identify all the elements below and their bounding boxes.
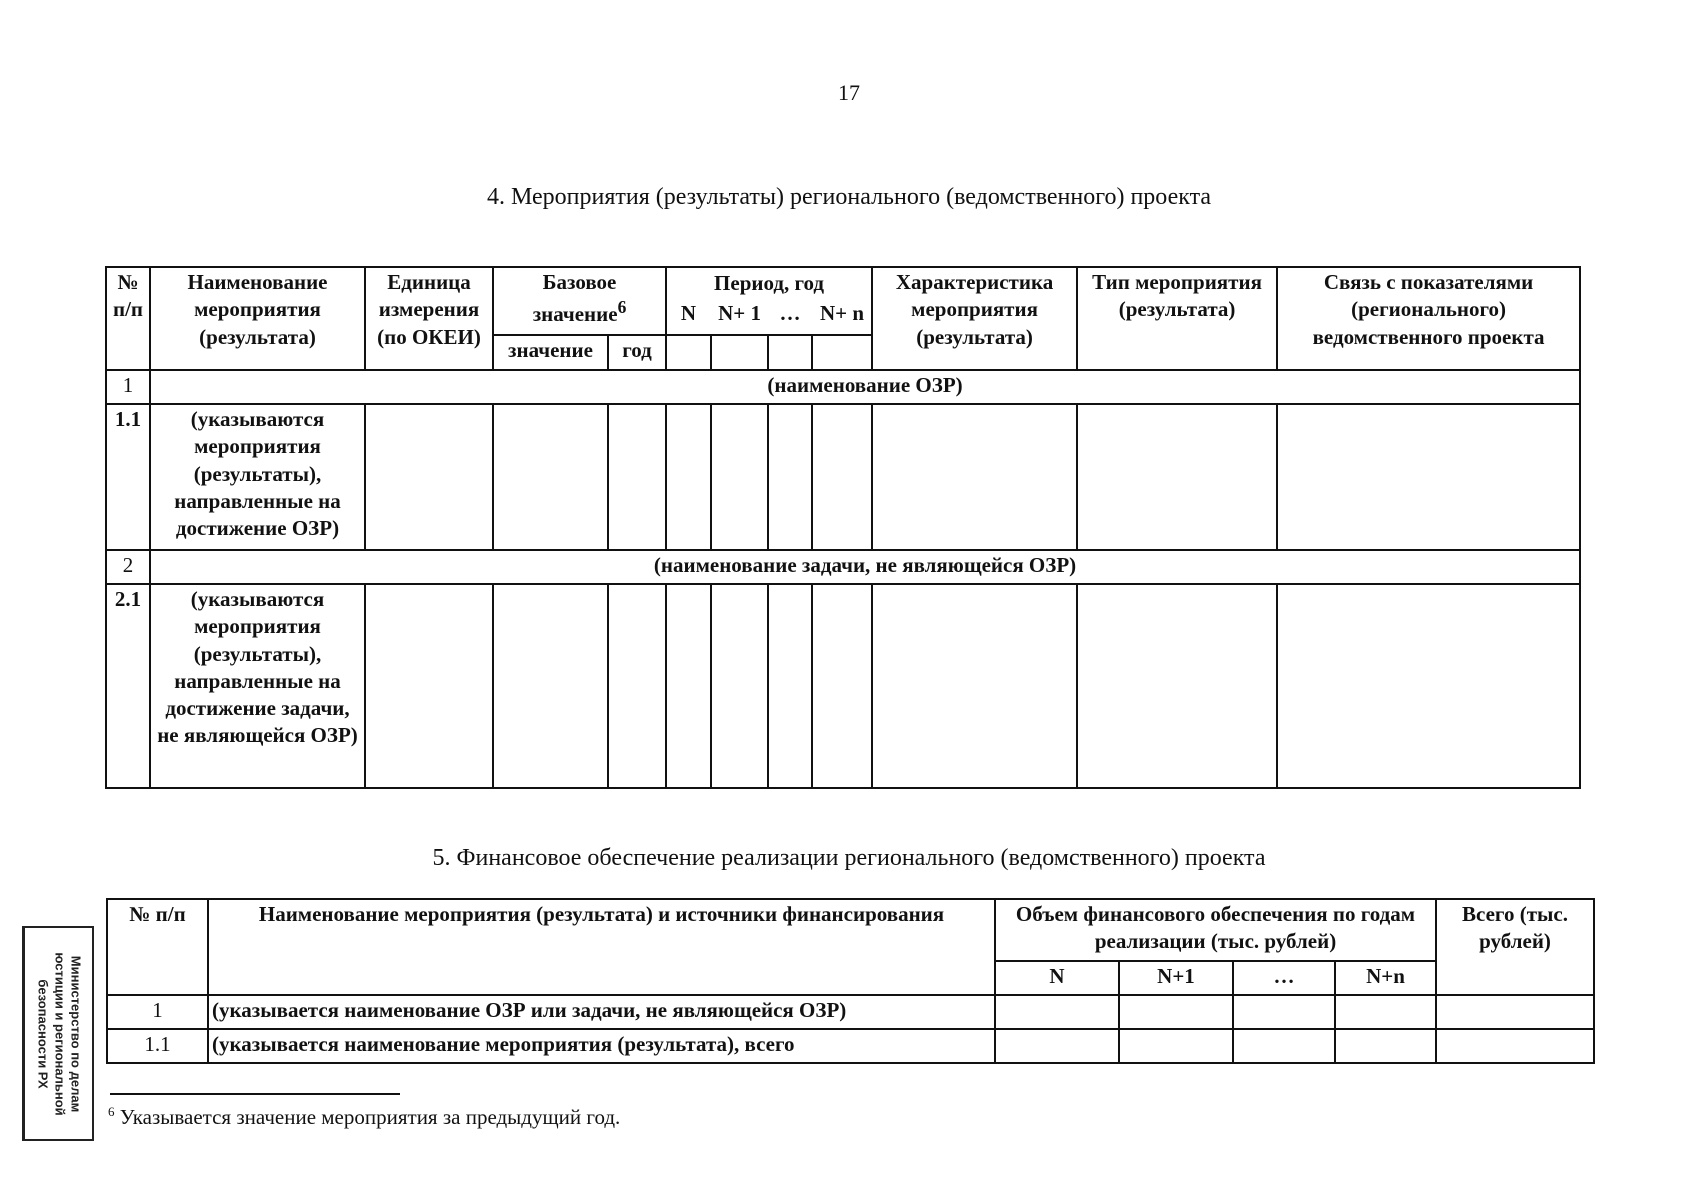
row-name: (указывается наименование мероприятия (результата), всего bbox=[208, 1029, 995, 1063]
page-number: 17 bbox=[838, 80, 860, 105]
table5-header-row bbox=[107, 899, 1594, 961]
table4-row bbox=[106, 584, 1580, 788]
header-base-value bbox=[493, 267, 666, 335]
footnote bbox=[108, 1104, 620, 1130]
row-num: 2 bbox=[106, 550, 150, 584]
ministry-stamp bbox=[22, 926, 94, 1141]
header-activity-name: Наименование мероприятия (результата) bbox=[150, 267, 365, 370]
header-year-ellipsis: … bbox=[1233, 961, 1335, 995]
header-period-label: Период, год bbox=[714, 271, 825, 295]
footnote-marker: 6 bbox=[108, 1104, 115, 1119]
header-name-sources: Наименование мероприятия (результата) и источники финансирования bbox=[208, 899, 995, 995]
header-base-value-col: значение bbox=[493, 335, 608, 370]
header-year-n: N bbox=[995, 961, 1119, 995]
activities-table bbox=[105, 266, 1581, 789]
row-name: (указывается наименование ОЗР или задачи, не являющейся ОЗР) bbox=[208, 995, 995, 1029]
row-num: 1.1 bbox=[107, 1029, 208, 1063]
header-period-ellipsis: … bbox=[768, 299, 812, 334]
section-4-title: 4. Мероприятия (результаты) регионального (ведомственного) проекта bbox=[486, 184, 1212, 210]
header-year-nn: N+n bbox=[1335, 961, 1436, 995]
table4-row bbox=[106, 404, 1580, 550]
header-period-n: N bbox=[666, 299, 711, 334]
stamp-line: Министерство по делам bbox=[67, 955, 83, 1112]
header-base-label: Базовое значение bbox=[532, 270, 618, 327]
header-period-n1: N+ 1 bbox=[711, 299, 768, 334]
row-activity-name: (указываются мероприятия (результаты), направленные на достижение задачи, не являющейся ОЗР) bbox=[150, 584, 365, 788]
header-type: Тип мероприятия (результата) bbox=[1077, 267, 1277, 370]
header-total: Всего (тыс. рублей) bbox=[1436, 899, 1594, 995]
header-num: № п/п bbox=[107, 899, 208, 995]
table5-row bbox=[107, 1029, 1594, 1063]
row-group-title: (наименование ОЗР) bbox=[150, 370, 1580, 404]
stamp-line: безопасности РХ bbox=[35, 978, 51, 1089]
financing-table bbox=[106, 898, 1595, 1064]
row-num: 1 bbox=[106, 370, 150, 404]
header-unit: Единица измерения (по ОКЕИ) bbox=[365, 267, 493, 370]
row-num: 1.1 bbox=[106, 404, 150, 550]
footnote-divider bbox=[110, 1093, 400, 1095]
table5-row bbox=[107, 995, 1594, 1029]
header-period-nn: N+ n bbox=[812, 299, 872, 334]
footnote-ref: 6 bbox=[617, 297, 627, 318]
header-base-year-col: год bbox=[608, 335, 666, 370]
table4-row-group bbox=[106, 550, 1580, 584]
row-group-title: (наименование задачи, не являющейся ОЗР) bbox=[150, 550, 1580, 584]
header-link: Связь с показателями (регионального) ведомственного проекта bbox=[1277, 267, 1580, 370]
header-year-n1: N+1 bbox=[1119, 961, 1233, 995]
header-num: № п/п bbox=[106, 267, 150, 370]
header-characteristic: Характеристика мероприятия (результата) bbox=[872, 267, 1077, 370]
footnote-text: Указывается значение мероприятия за предыдущий год. bbox=[119, 1105, 621, 1129]
table4-row-group bbox=[106, 370, 1580, 404]
header-volume: Объем финансового обеспечения по годам реализации (тыс. рублей) bbox=[995, 899, 1436, 961]
stamp-line: юстиции и региональной bbox=[51, 951, 67, 1116]
row-activity-name: (указываются мероприятия (результаты), направленные на достижение ОЗР) bbox=[150, 404, 365, 550]
row-num: 2.1 bbox=[106, 584, 150, 788]
stamp-text bbox=[34, 931, 83, 1136]
section-5-title: 5. Финансовое обеспечение реализации регионального (ведомственного) проекта bbox=[432, 845, 1266, 871]
row-num: 1 bbox=[107, 995, 208, 1029]
